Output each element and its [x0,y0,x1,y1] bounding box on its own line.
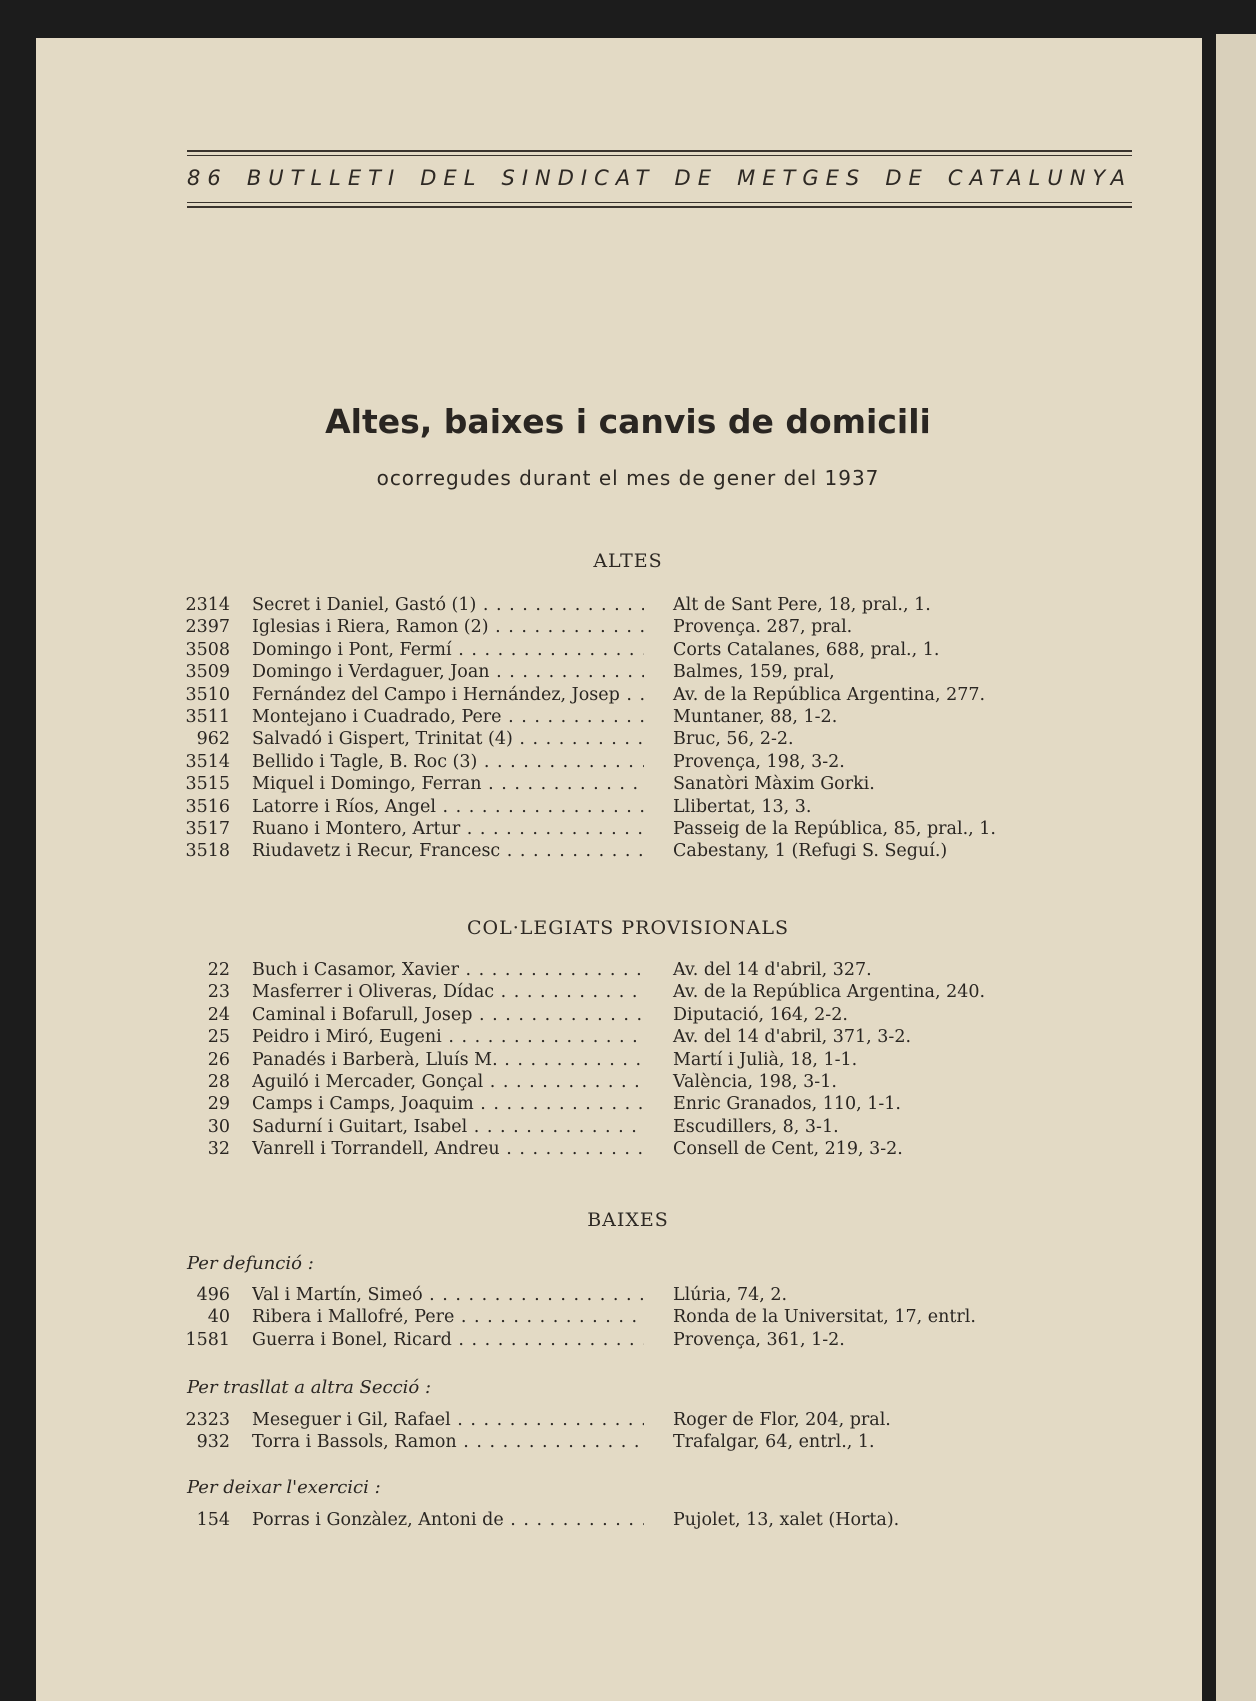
member-address: Martí i Julià, 18, 1-1. [673,1049,858,1070]
member-address: Passeig de la República, 85, pral., 1. [673,819,996,839]
member-number: 3518 [185,841,230,862]
member-name: Latorre i Ríos, Angel . . . [252,796,644,818]
journal-word: BUTLLETI [246,166,402,190]
member-number: 3517 [185,819,230,839]
member-address: Alt de Sant Pere, 18, pral., 1. [673,595,931,615]
member-number: 26 [207,1049,230,1070]
member-number: 32 [207,1139,230,1160]
member-number: 30 [207,1116,230,1137]
member-number: 3509 [185,662,230,683]
member-name: Domingo i Pont, Fermí . . . [252,639,644,661]
member-name: Montejano i Cuadrado, Pere . . . [252,706,644,728]
member-name: Ribera i Mallofré, Pere . . . [252,1306,644,1328]
member-number: 932 [196,1432,230,1453]
member-name: Miquel i Domingo, Ferran . . . [252,773,644,795]
journal-word: CATALUNYA [947,166,1132,190]
member-address: Provença. 287, pral. [673,617,853,638]
member-address: Av. del 14 d'abril, 327. [673,960,872,980]
member-number: 3508 [185,639,230,660]
section-heading-provisionals: COL·LEGIATS PROVISIONALS [467,917,789,939]
journal-word: DE [885,166,929,190]
member-number: 496 [196,1285,230,1305]
member-name: Bellido i Tagle, B. Roc (3) . . . [252,751,644,773]
page-title: Altes, baixes i canvis de domicili [325,402,931,441]
member-name: Camps i Camps, Joaquim . . . [252,1093,644,1115]
header-bottom-rule-thin [187,202,1132,203]
journal-word: DEL [420,166,483,190]
member-address: Diputació, 164, 2-2. [673,1004,848,1025]
member-address: Sanatòri Màxim Gorki. [673,774,875,795]
baixes-group-label: Per defunció : [187,1253,314,1274]
member-address: Ronda de la Universitat, 17, entrl. [673,1307,976,1328]
baixes-group-label: Per deixar l'exercici : [187,1477,381,1498]
member-address: Corts Catalanes, 688, pral., 1. [673,639,940,660]
member-name: Iglesias i Riera, Ramon (2) . . . [252,616,644,638]
member-number: 23 [207,982,230,1003]
member-name: Peidro i Miró, Eugeni . . . [252,1026,644,1048]
header-text [187,156,1132,199]
member-address: Provença, 198, 3-2. [673,751,845,772]
running-header [187,150,1132,208]
member-number: 154 [196,1510,230,1530]
member-address: Balmes, 159, pral, [673,662,835,683]
member-address: Enric Granados, 110, 1-1. [673,1094,901,1115]
member-name: Guerra i Bonel, Ricard . . . [252,1329,644,1351]
baixes-group-label: Per trasllat a altra Secció : [187,1377,432,1398]
member-address: Llibertat, 13, 3. [673,796,812,817]
member-number: 3516 [185,796,230,817]
header-bottom-rule [187,206,1132,208]
member-name: Buch i Casamor, Xavier . . . [252,959,644,981]
journal-word: SINDICAT [501,166,656,190]
member-name: Fernández del Campo i Hernández, Josep . . . [252,684,644,706]
member-number: 2323 [185,1410,230,1430]
member-name: Aguiló i Mercader, Gonçal . . . [252,1071,644,1093]
member-name: Panadés i Barberà, Lluís M. . . . [252,1049,644,1071]
member-name: Vanrell i Torrandell, Andreu . . . [252,1138,644,1160]
member-address: Muntaner, 88, 1-2. [673,707,838,727]
member-number: 29 [207,1094,230,1115]
journal-word: METGES [737,166,867,190]
member-name: Caminal i Bofarull, Josep . . . [252,1004,644,1026]
member-address: Consell de Cent, 219, 3-2. [673,1139,903,1160]
member-address: Av. del 14 d'abril, 371, 3-2. [673,1027,912,1048]
member-number: 22 [207,960,230,980]
member-address: Cabestany, 1 (Refugi S. Seguí.) [673,841,948,862]
member-address: Roger de Flor, 204, pral. [673,1410,891,1430]
adjacent-page-edge [1216,34,1256,1701]
member-number: 3511 [185,707,230,727]
member-number: 25 [207,1027,230,1048]
member-number: 3515 [185,774,230,795]
member-number: 1581 [185,1329,230,1350]
member-number: 3514 [185,751,230,772]
member-name: Secret i Daniel, Gastó (1) . . . [252,594,644,616]
page-subtitle: ocorregudes durant el mes de gener del 1937 [376,466,880,490]
member-name: Salvadó i Gispert, Trinitat (4) . . . [252,728,644,750]
page-number: 86 [187,166,228,190]
member-name: Riudavetz i Recur, Francesc . . . [252,840,644,862]
member-number: 2314 [185,595,230,615]
member-name: Torra i Bassols, Ramon . . . [252,1431,644,1453]
member-name: Domingo i Verdaguer, Joan . . . [252,661,644,683]
member-address: Provença, 361, 1-2. [673,1329,845,1350]
member-address: Bruc, 56, 2-2. [673,729,794,750]
member-address: Trafalgar, 64, entrl., 1. [673,1432,875,1453]
member-address: Av. de la República Argentina, 240. [673,982,986,1003]
member-address: València, 198, 3-1. [673,1072,837,1092]
member-number: 962 [196,729,230,750]
member-address: Av. de la República Argentina, 277. [673,684,986,705]
member-name: Masferrer i Oliveras, Dídac . . . [252,981,644,1003]
section-heading-baixes: BAIXES [587,1209,669,1231]
member-number: 2397 [185,617,230,638]
member-number: 40 [207,1307,230,1328]
member-name: Porras i Gonzàlez, Antoni de . . . [252,1509,644,1531]
header-top-rule [187,150,1132,152]
member-address: Escudillers, 8, 3-1. [673,1116,839,1137]
member-number: 24 [207,1004,230,1025]
member-name: Ruano i Montero, Artur . . . [252,818,644,840]
member-name: Meseguer i Gil, Rafael . . . [252,1409,644,1431]
member-name: Val i Martín, Simeó . . . [252,1284,644,1306]
section-heading-altes: ALTES [593,550,663,572]
member-address: Llúria, 74, 2. [673,1285,788,1305]
member-address: Pujolet, 13, xalet (Horta). [673,1510,900,1530]
journal-word: DE [674,166,718,190]
member-name: Sadurní i Guitart, Isabel . . . [252,1116,644,1138]
member-number: 3510 [185,684,230,705]
member-number: 28 [207,1072,230,1092]
